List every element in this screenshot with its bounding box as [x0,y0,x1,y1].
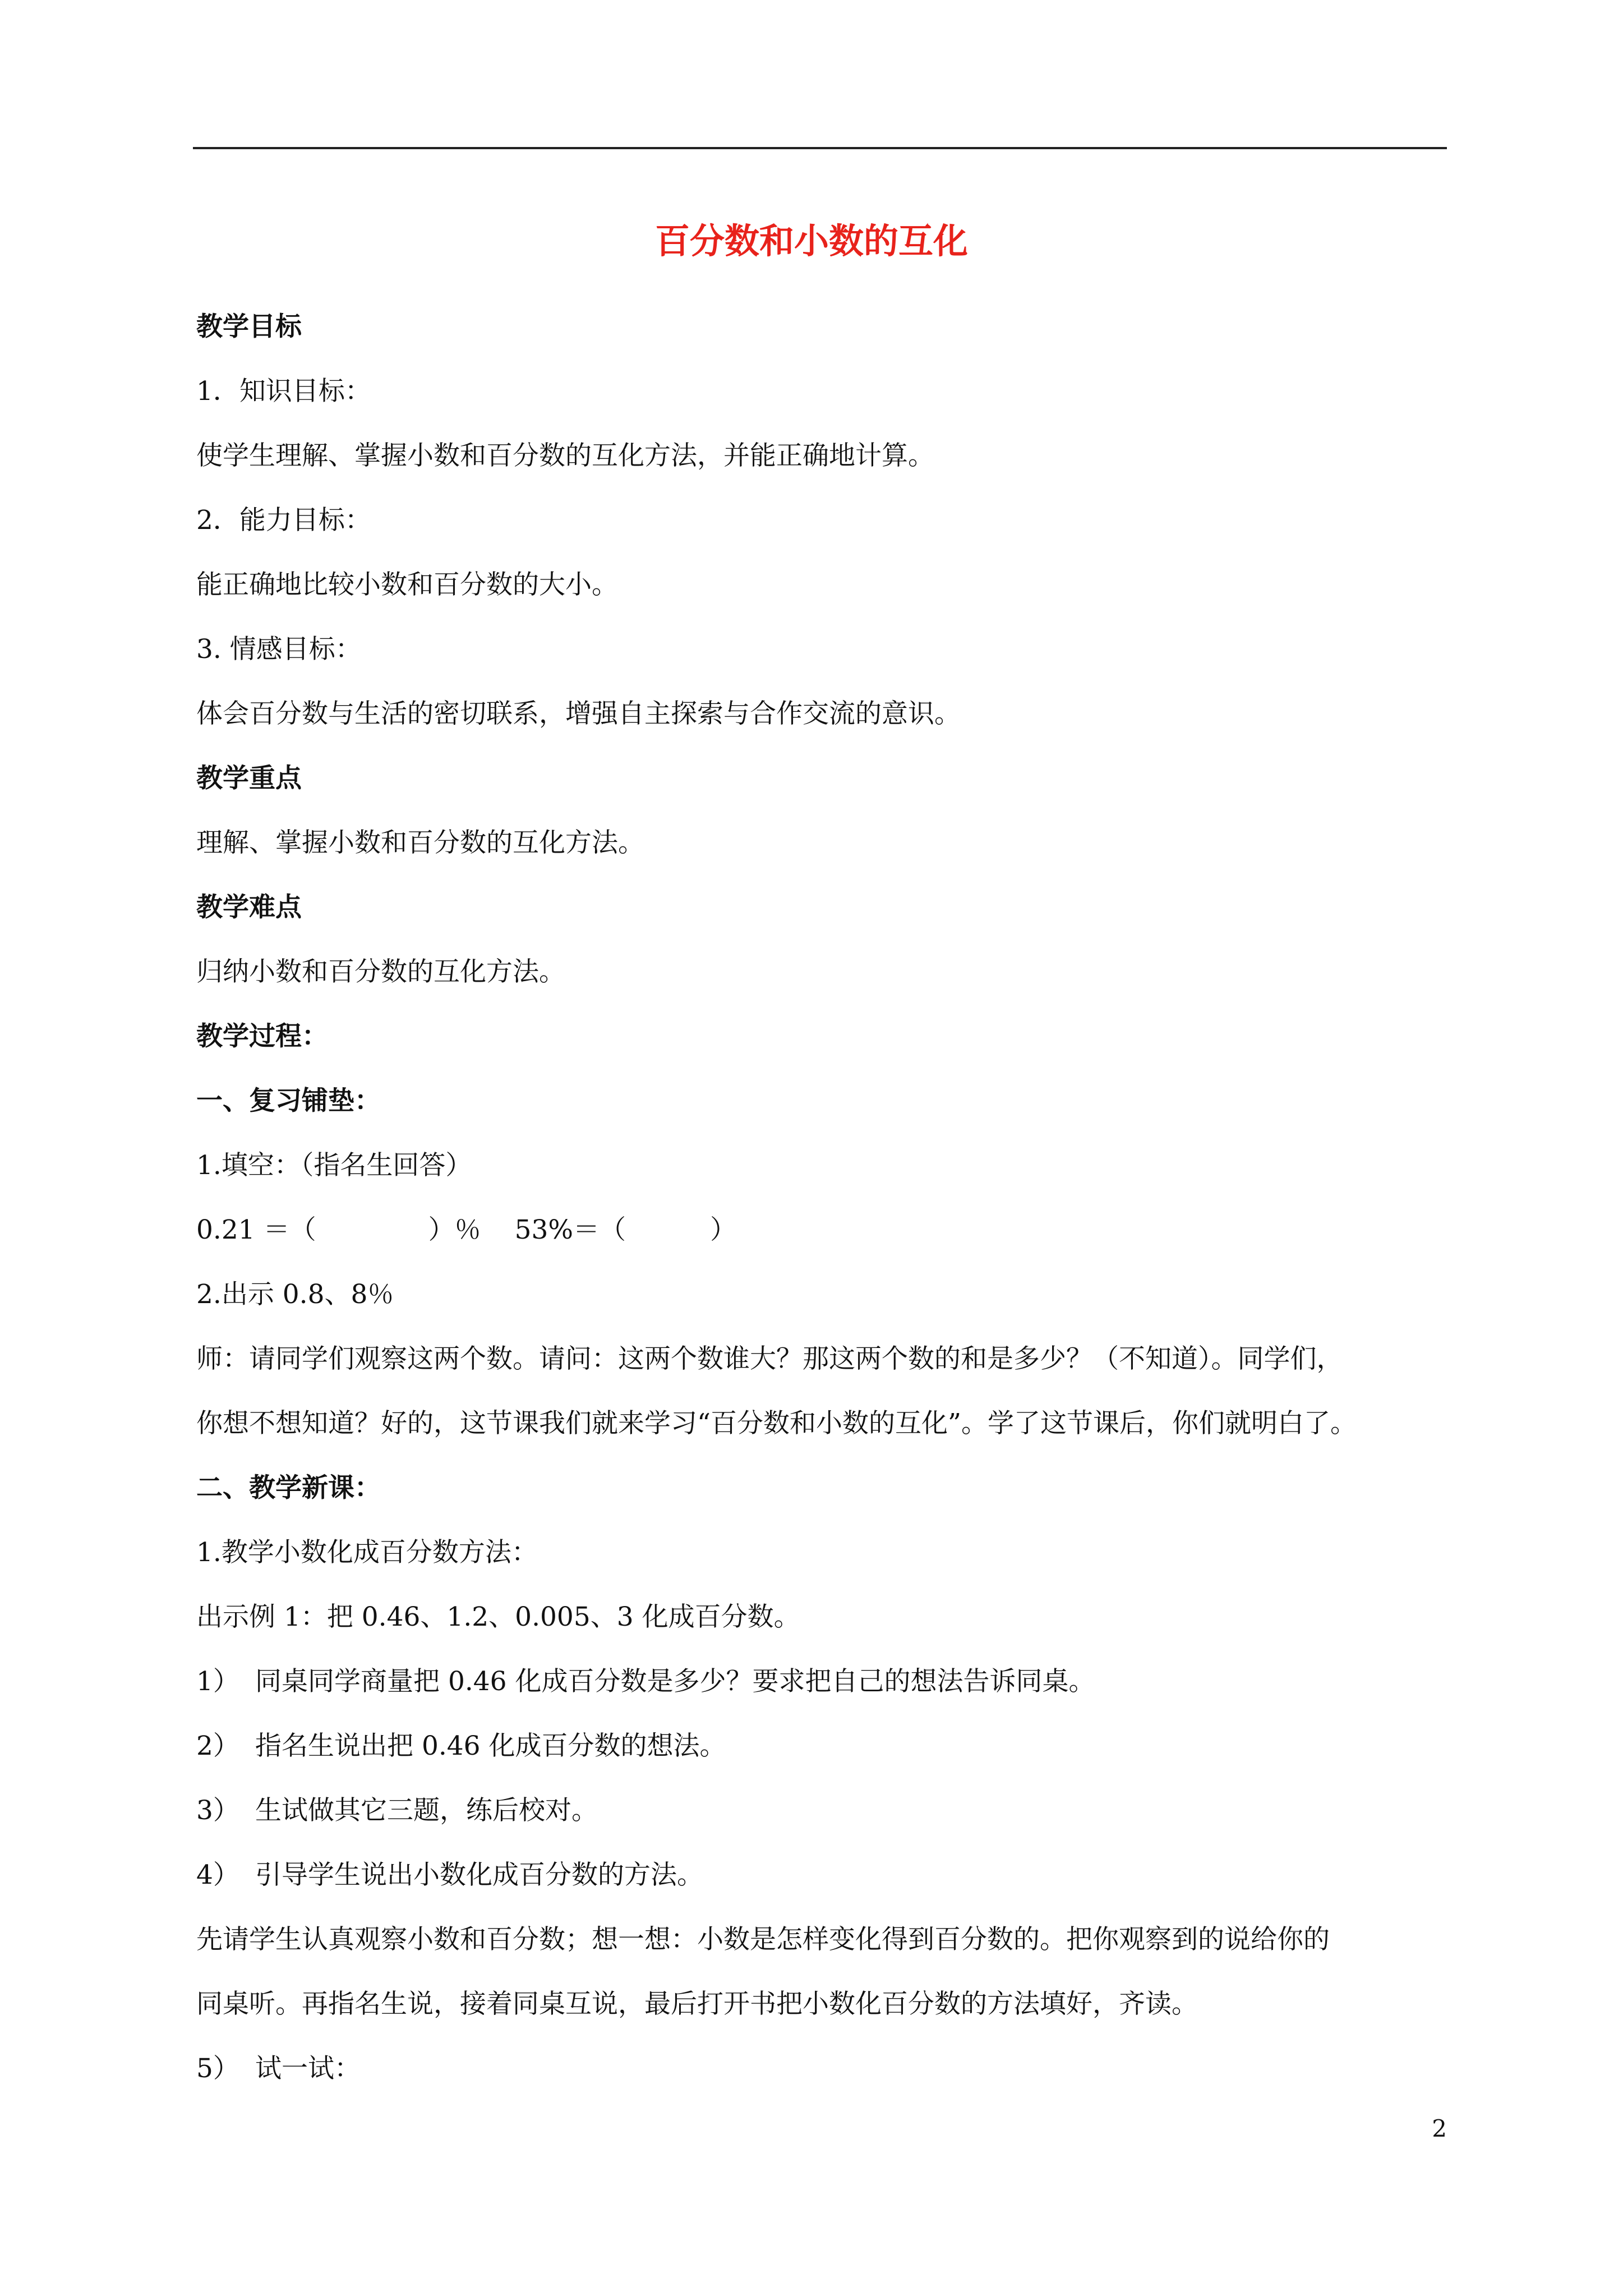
new-lesson-heading: 二、教学新课： [196,1473,381,1503]
difficulty-text: 归纳小数和百分数的互化方法。 [196,956,565,987]
step-text: 同桌同学商量把 0.46 化成百分数是多少？要求把自己的想法告诉同桌。 [255,1666,1095,1697]
goal1-text: 使学生理解、掌握小数和百分数的互化方法，并能正确地计算。 [196,440,934,471]
goal3-label: 3. 情感目标： [196,634,362,665]
step-item [196,1714,1447,1778]
step-item [196,1778,1447,1843]
goal2-label: 2．能力目标： [196,505,371,536]
teacher-line-1: 师：请同学们观察这两个数。请问：这两个数谁大？那这两个数的和是多少？（不知道）。同学们， [196,1343,1343,1374]
process-heading: 教学过程： [196,1021,328,1052]
goal2-text: 能正确地比较小数和百分数的大小。 [196,569,618,600]
step-number: 4） [196,1860,239,1890]
step-number: 3） [196,1795,239,1826]
new-item1: 1.教学小数化成百分数方法： [196,1537,538,1568]
fill-b-right: ） [710,1214,737,1245]
observe-line-1: 先请学生认真观察小数和百分数；想一想：小数是怎样变化得到百分数的。把你观察到的说给你的 [196,1924,1330,1955]
goals-heading: 教学目标 [196,311,302,342]
review-fill-line [196,1198,1447,1262]
review-heading: 一、复习铺垫： [196,1085,381,1116]
review-item2: 2.出示 0.8、8％ [196,1279,394,1310]
document-title: 百分数和小数的互化 [654,220,968,261]
key-heading: 教学重点 [196,763,302,794]
observe-line-2: 同桌听。再指名生说，接着同桌互说，最后打开书把小数化百分数的方法填好，齐读。 [196,1989,1198,2019]
step-text: 指名生说出把 0.46 化成百分数的想法。 [255,1731,726,1761]
step-text: 生试做其它三题，练后校对。 [255,1795,598,1826]
goal3-text: 体会百分数与生活的密切联系，增强自主探索与合作交流的意识。 [196,698,961,729]
example-1: 出示例 1：把 0.46、1.2、0.005、3 化成百分数。 [196,1602,800,1632]
fill-a-left: 0.21 ＝（ [196,1214,316,1245]
header-rule [193,147,1447,149]
step-number: 5） [196,2053,239,2084]
document-body [196,295,1447,2101]
step-number: 2） [196,1731,239,1761]
difficulty-heading: 教学难点 [196,892,302,923]
step-item [196,2036,1447,2101]
fill-b-left: 53%＝（ [514,1214,626,1245]
page-number: 2 [1432,2115,1447,2142]
review-item1: 1.填空：（指名生回答） [196,1150,472,1181]
step-item [196,1649,1447,1714]
key-text: 理解、掌握小数和百分数的互化方法。 [196,827,644,858]
step-item [196,1843,1447,1907]
goal1-label: 1．知识目标： [196,376,371,407]
teacher-line-2: 你想不想知道？好的，这节课我们就来学习“百分数和小数的互化”。学了这节课后，你们就明白了。 [196,1408,1357,1439]
step-number: 1） [196,1666,239,1697]
step-text: 试一试： [255,2053,361,2084]
fill-a-right: ）％ [428,1214,481,1245]
step-text: 引导学生说出小数化成百分数的方法。 [255,1860,703,1890]
